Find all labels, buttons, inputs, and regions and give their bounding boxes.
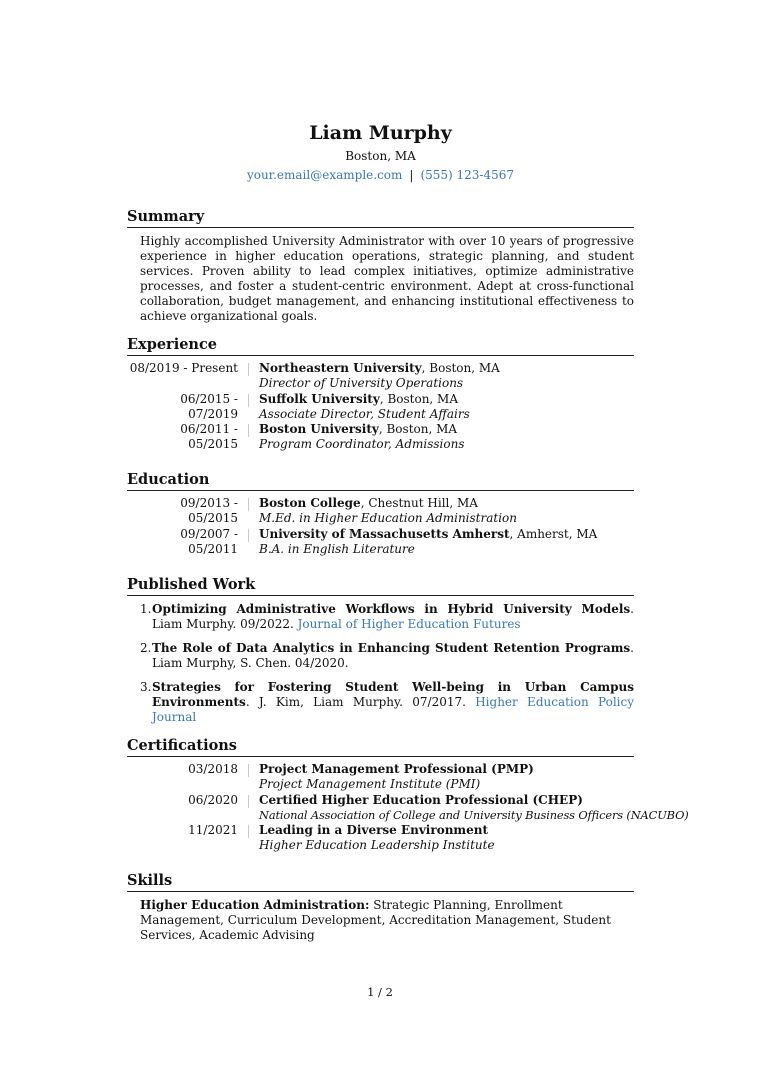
publication-number: 3. [140,680,152,694]
education-heading: Education [127,471,634,491]
skills-list: Strategic Planning, Enrollment Management, Curriculum Development, Accreditation Management, Student Services, Academic Advising [140,898,611,942]
certification-name: Certified Higher Education Professional (CHEP) [259,792,583,807]
publication-title: The Role of Data Analytics in Enhancing Student Retention Programs [152,641,631,655]
summary-section [127,208,634,324]
publication-title: Optimizing Administrative Workflows in Hybrid University Models [152,602,631,616]
publication-number: 2. [140,641,152,655]
date-divider [248,498,249,511]
experience-entry [127,392,634,423]
entry-location: , Boston, MA [421,361,500,375]
experience-section [127,336,634,453]
entry-date: 11/2021 [188,823,238,837]
contact-line [127,168,634,183]
entry-role: Program Coordinator, Admissions [259,437,465,451]
resume-page [127,0,689,942]
entry-date: 03/2018 [188,762,238,776]
publication-venue-link[interactable]: Journal of Higher Education Futures [297,617,521,631]
experience-entry [127,361,634,392]
date-divider [248,764,249,777]
resume-header [127,121,634,183]
education-entry [127,496,634,527]
experience-heading: Experience [127,336,634,356]
published-work-heading: Published Work [127,576,634,596]
phone-link[interactable]: (555) 123-4567 [420,168,515,182]
summary-heading: Summary [127,208,634,228]
entry-location: , Chestnut Hill, MA [360,496,478,510]
entry-date: 06/2011 - 05/2015 [180,422,238,451]
entry-location: , Boston, MA [378,422,458,436]
entry-degree: M.Ed. in Higher Education Administration [259,511,518,525]
experience-entry [127,422,634,453]
certification-name: Project Management Professional (PMP) [259,762,534,776]
publication-number: 1. [140,602,152,616]
certifications-heading: Certifications [127,737,634,757]
skills-text [140,898,634,943]
candidate-location: Boston, MA [345,149,416,163]
entry-date: 09/2007 - 05/2011 [180,526,238,556]
skills-section [127,872,634,943]
skills-category: Higher Education Administration: [140,898,370,912]
entry-role: Associate Director, Student Affairs [259,406,470,421]
certifications-section [127,737,689,854]
publication-details: . Liam Murphy, S. Chen. 04/2020. [152,641,634,670]
date-divider [248,394,249,407]
certification-name: Leading in a Diverse Environment [259,823,489,837]
summary-text: Highly accomplished University Administrator with over 10 years of progressive experience in higher education operations, strategic planning, and student services. Proven ability to lead complex initiatives, optimize administrative processes, and foster a student-centric environment. Adept at cross-functional collaboration, budget management, and enhancing institutional effectiveness to achieve organizational goals. [140,234,634,323]
certification-issuer: Higher Education Leadership Institute [259,838,495,852]
certification-issuer: National Association of College and University Business Officers (NACUBO) [259,807,689,822]
entry-location: , Amherst, MA [509,526,598,541]
skills-heading: Skills [127,872,634,892]
entry-role: Director of University Operations [259,376,464,390]
certification-entry [127,792,689,824]
contact-separator: | [409,168,414,182]
date-divider [248,424,249,437]
entry-date: 09/2013 - 05/2015 [180,496,238,525]
certification-entry [127,762,634,793]
date-divider [248,825,249,838]
email-link[interactable]: your.email@example.com [246,168,403,182]
publication-item [140,602,634,632]
entry-degree: B.A. in English Literature [259,541,415,556]
entry-date: 08/2019 - Present [129,361,238,375]
publication-item [140,641,634,671]
published-work-section [127,576,634,734]
publication-title: Strategies for Fostering Student Well-being in Urban Campus Environments [152,680,634,709]
publication-item [140,680,634,725]
entry-organization: Boston University [259,422,379,436]
entry-date: 06/2015 - 07/2019 [180,391,238,421]
candidate-name: Liam Murphy [309,122,452,144]
entry-date: 06/2020 [188,792,238,807]
education-entry [127,527,634,558]
page-number: 1 / 2 [367,985,393,999]
publication-venue-link[interactable]: Higher Education Policy Journal [152,695,634,724]
entry-institution: University of Massachusetts Amherst [259,526,510,541]
entry-organization: Northeastern University [259,361,422,375]
certification-entry [127,823,634,854]
entry-location: , Boston, MA [379,391,458,406]
date-divider [248,529,249,542]
date-divider [248,363,249,376]
entry-organization: Suffolk University [259,391,380,406]
publication-details: . J. Kim, Liam Murphy. 07/2017. [245,695,476,709]
date-divider [248,795,249,808]
publication-details: . Liam Murphy. 09/2022. [152,602,634,631]
entry-institution: Boston College [259,496,361,510]
education-section [127,471,634,557]
certification-issuer: Project Management Institute (PMI) [259,777,481,791]
